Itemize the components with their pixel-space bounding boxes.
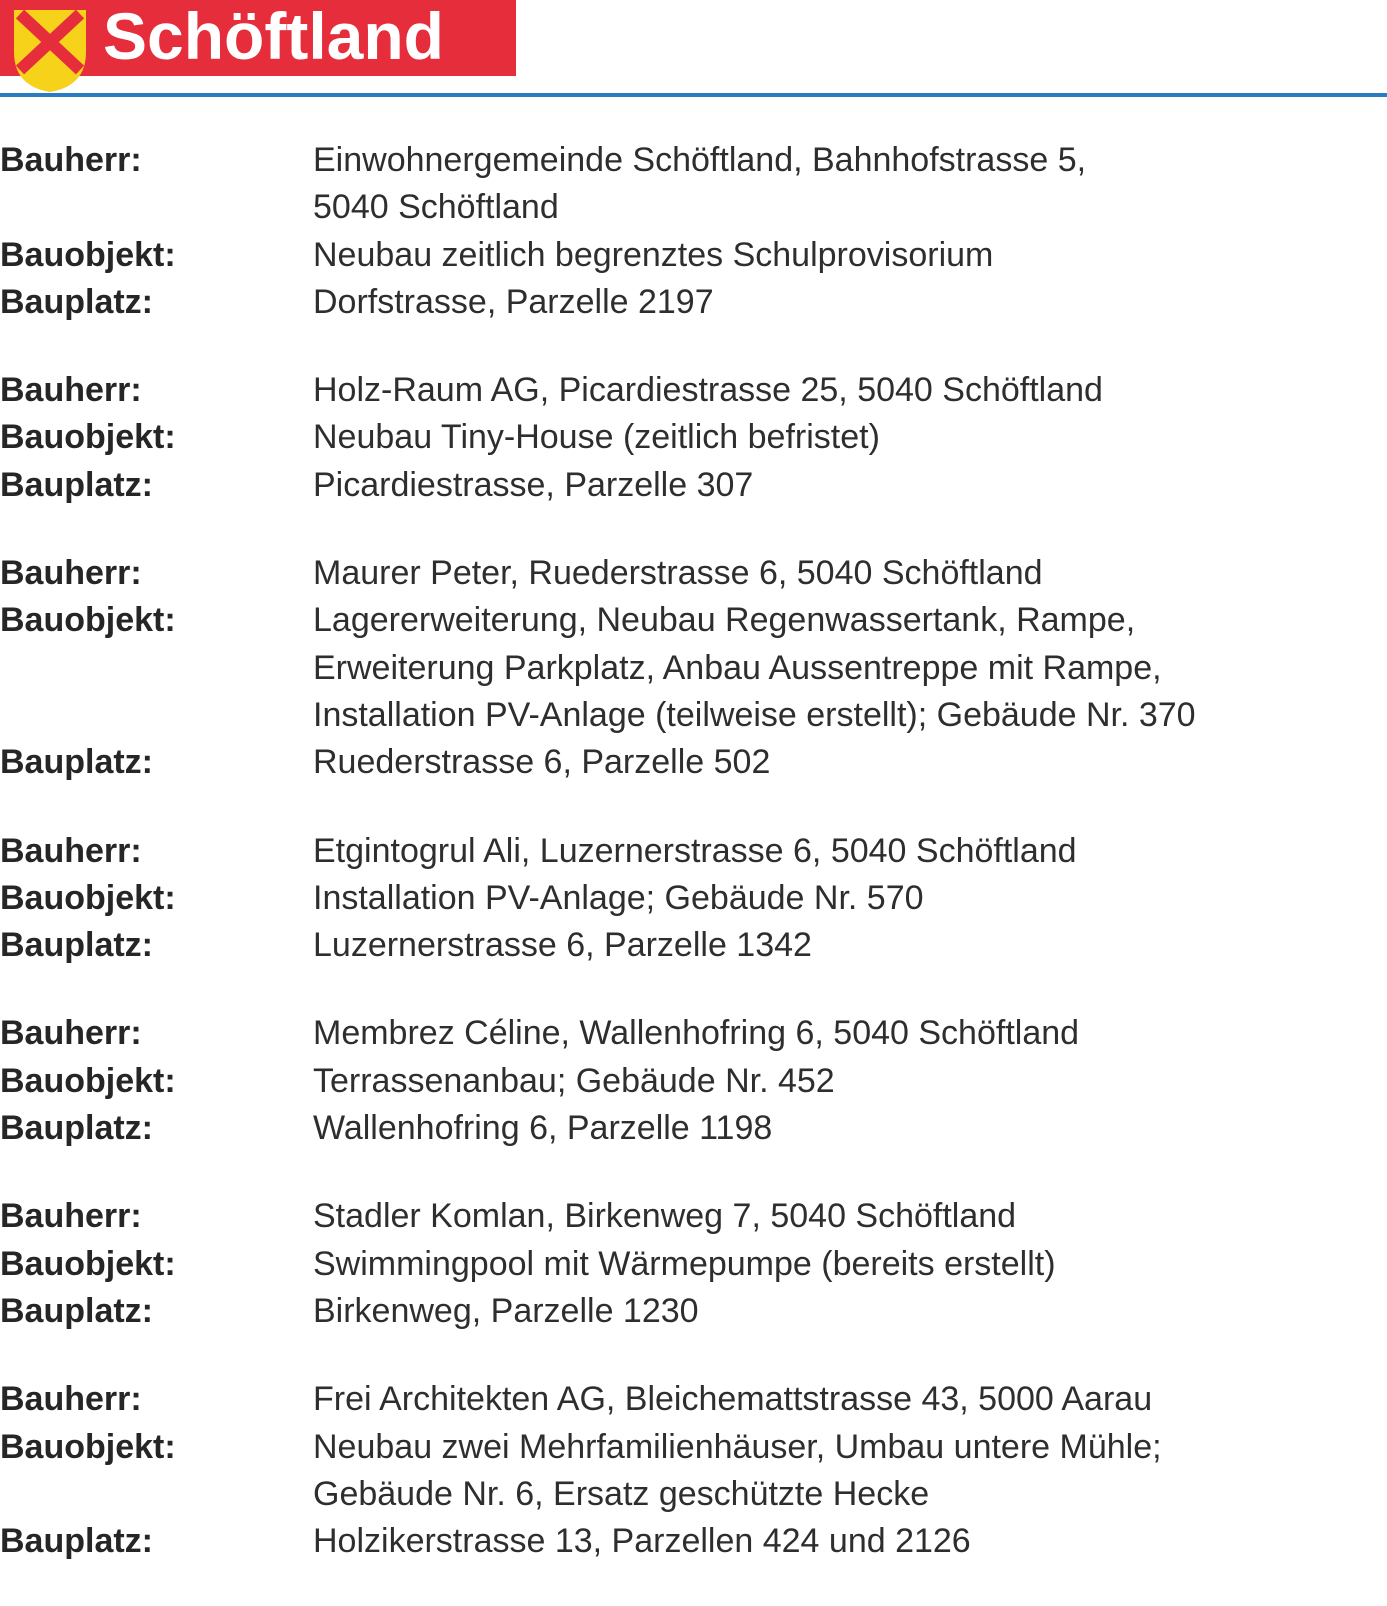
building-site-value-line: Dorfstrasse, Parzelle 2197 (313, 282, 714, 321)
building-site-value-line: Wallenhofring 6, Parzelle 1198 (313, 1109, 773, 1148)
building-site-value-line: Holzikerstrasse 13, Parzellen 424 und 2126 (313, 1522, 971, 1561)
owner-value-line: Maurer Peter, Ruederstrasse 6, 5040 Schöftland (313, 554, 1043, 593)
building-object-value-line: Installation PV-Anlage (teilweise erstellt); Gebäude Nr. 370 (313, 695, 1196, 734)
owner-value (313, 1010, 1373, 1057)
owner-value (313, 828, 1373, 875)
brand-banner (0, 0, 516, 76)
building-site-label: Bauplatz: (0, 1522, 153, 1561)
building-object-value-line: Installation PV-Anlage; Gebäude Nr. 570 (313, 878, 924, 917)
building-object-value (313, 1424, 1373, 1519)
building-site-value (313, 739, 1373, 786)
owner-value (313, 550, 1373, 597)
building-site-value-line: Ruederstrasse 6, Parzelle 502 (313, 743, 771, 782)
building-object-value (313, 597, 1373, 739)
permit-entry (0, 367, 1387, 509)
building-permit-list (0, 137, 1387, 1606)
owner-row (0, 1193, 1387, 1240)
owner-value (313, 1193, 1373, 1240)
permit-entry (0, 1010, 1387, 1152)
permit-entry (0, 828, 1387, 970)
building-site-label: Bauplatz: (0, 1291, 153, 1330)
building-site-label: Bauplatz: (0, 743, 153, 782)
building-site-label: Bauplatz: (0, 282, 153, 321)
building-object-label: Bauobjekt: (0, 878, 176, 917)
brand-name: Schöftland (103, 0, 444, 73)
owner-label: Bauherr: (0, 371, 142, 410)
building-object-value-line: Swimmingpool mit Wärmepumpe (bereits erstellt) (313, 1244, 1056, 1283)
owner-value (313, 1376, 1373, 1423)
owner-value (313, 367, 1373, 414)
building-object-value-line: Neubau Tiny-House (zeitlich befristet) (313, 418, 880, 457)
building-object-value-line: Gebäude Nr. 6, Ersatz geschützte Hecke (313, 1474, 930, 1513)
owner-value (313, 137, 1373, 232)
building-object-row (0, 1058, 1387, 1105)
building-site-label: Bauplatz: (0, 1109, 153, 1148)
permit-entry (0, 550, 1387, 786)
owner-row (0, 1376, 1387, 1423)
building-object-value-line: Erweiterung Parkplatz, Anbau Aussentreppe mit Rampe, (313, 648, 1162, 687)
permit-entry (0, 1376, 1387, 1565)
building-site-row (0, 462, 1387, 509)
building-object-value (313, 1241, 1373, 1288)
building-site-row (0, 1105, 1387, 1152)
owner-value-line: Membrez Céline, Wallenhofring 6, 5040 Schöftland (313, 1014, 1080, 1053)
owner-row (0, 550, 1387, 597)
owner-row (0, 367, 1387, 414)
owner-label: Bauherr: (0, 554, 142, 593)
building-object-value (313, 1058, 1373, 1105)
building-site-row (0, 279, 1387, 326)
building-site-row (0, 1288, 1387, 1335)
building-site-row (0, 1518, 1387, 1565)
building-object-value (313, 232, 1373, 279)
building-object-row (0, 1424, 1387, 1519)
building-object-value-line: Lagererweiterung, Neubau Regenwassertank, Rampe, (313, 601, 1136, 640)
owner-row (0, 137, 1387, 232)
header-divider (0, 93, 1387, 97)
municipality-crest-icon (0, 0, 100, 92)
building-object-row (0, 232, 1387, 279)
building-site-label: Bauplatz: (0, 926, 153, 965)
owner-value-line: 5040 Schöftland (313, 188, 559, 227)
building-site-row (0, 922, 1387, 969)
building-object-label: Bauobjekt: (0, 418, 176, 457)
building-site-value (313, 1105, 1373, 1152)
building-object-label: Bauobjekt: (0, 1244, 176, 1283)
building-object-value (313, 875, 1373, 922)
building-site-value (313, 1518, 1373, 1565)
owner-label: Bauherr: (0, 1197, 142, 1236)
building-object-label: Bauobjekt: (0, 1061, 176, 1100)
owner-value-line: Frei Architekten AG, Bleichemattstrasse 43, 5000 Aarau (313, 1380, 1153, 1419)
building-site-value-line: Birkenweg, Parzelle 1230 (313, 1291, 699, 1330)
owner-label: Bauherr: (0, 141, 142, 179)
permit-entry (0, 1193, 1387, 1335)
building-object-row (0, 597, 1387, 739)
building-site-value-line: Luzernerstrasse 6, Parzelle 1342 (313, 926, 812, 965)
building-site-value (313, 462, 1373, 509)
building-object-value-line: Terrassenanbau; Gebäude Nr. 452 (313, 1061, 835, 1100)
owner-row (0, 1010, 1387, 1057)
building-site-value (313, 279, 1373, 326)
building-site-value (313, 922, 1373, 969)
owner-value-line: Einwohnergemeinde Schöftland, Bahnhofstrasse 5, (313, 141, 1087, 179)
building-object-label: Bauobjekt: (0, 601, 176, 640)
owner-label: Bauherr: (0, 1380, 142, 1419)
owner-label: Bauherr: (0, 1014, 142, 1053)
building-site-label: Bauplatz: (0, 465, 153, 504)
building-site-value (313, 1288, 1373, 1335)
owner-value-line: Etgintogrul Ali, Luzernerstrasse 6, 5040 Schöftland (313, 831, 1077, 870)
building-object-label: Bauobjekt: (0, 1427, 176, 1466)
building-object-value-line: Neubau zwei Mehrfamilienhäuser, Umbau untere Mühle; (313, 1427, 1162, 1466)
permit-entry (0, 137, 1387, 326)
building-object-row (0, 414, 1387, 461)
page-header (0, 0, 1387, 100)
owner-row (0, 828, 1387, 875)
owner-label: Bauherr: (0, 831, 142, 870)
building-object-row (0, 875, 1387, 922)
building-site-value-line: Picardiestrasse, Parzelle 307 (313, 465, 754, 504)
owner-value-line: Holz-Raum AG, Picardiestrasse 25, 5040 Schöftland (313, 371, 1103, 410)
building-object-row (0, 1241, 1387, 1288)
owner-value-line: Stadler Komlan, Birkenweg 7, 5040 Schöftland (313, 1197, 1017, 1236)
building-object-value-line: Neubau zeitlich begrenztes Schulprovisorium (313, 235, 994, 274)
building-site-row (0, 739, 1387, 786)
building-object-value (313, 414, 1373, 461)
building-object-label: Bauobjekt: (0, 235, 176, 274)
